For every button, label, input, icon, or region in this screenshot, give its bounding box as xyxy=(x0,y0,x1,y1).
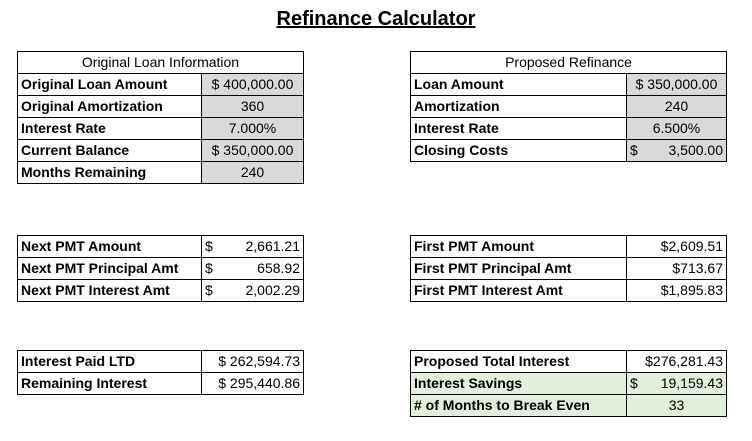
original-loan-amount-cell[interactable]: $ 400,000.00 xyxy=(202,74,304,96)
first-pmt-principal-label[interactable]: First PMT Principal Amt xyxy=(411,258,627,280)
current-balance-label[interactable]: Current Balance xyxy=(18,140,202,162)
proposed-summary-table xyxy=(410,350,727,417)
proposed-total-interest-cell[interactable]: $276,281.43 xyxy=(627,351,727,373)
proposed-loan-amount-cell[interactable]: $ 350,000.00 xyxy=(627,74,727,96)
original-amortization-label[interactable]: Original Amortization xyxy=(18,96,202,118)
next-pmt-interest-currency: $ xyxy=(205,282,213,298)
next-pmt-interest-label[interactable]: Next PMT Interest Amt xyxy=(18,280,202,302)
months-remaining-label[interactable]: Months Remaining xyxy=(18,162,202,184)
first-pmt-amount-label[interactable]: First PMT Amount xyxy=(411,236,627,258)
interest-savings-currency: $ xyxy=(630,375,638,391)
next-pmt-principal-value: 658.92 xyxy=(257,260,300,276)
interest-paid-ltd-label[interactable]: Interest Paid LTD xyxy=(18,351,202,373)
break-even-months-cell[interactable]: 33 xyxy=(627,395,727,417)
first-pmt-interest-label[interactable]: First PMT Interest Amt xyxy=(411,280,627,302)
proposed-interest-rate-label[interactable]: Interest Rate xyxy=(411,118,627,140)
next-pmt-principal-label[interactable]: Next PMT Principal Amt xyxy=(18,258,202,280)
first-pmt-principal-cell[interactable]: $713.67 xyxy=(627,258,727,280)
months-remaining-cell[interactable]: 240 xyxy=(202,162,304,184)
original-amortization-cell[interactable]: 360 xyxy=(202,96,304,118)
next-pmt-amount-label[interactable]: Next PMT Amount xyxy=(18,236,202,258)
remaining-interest-cell[interactable]: $ 295,440.86 xyxy=(202,373,304,395)
remaining-interest-label[interactable]: Remaining Interest xyxy=(18,373,202,395)
original-interest-rate-cell[interactable]: 7.000% xyxy=(202,118,304,140)
break-even-months-label[interactable]: # of Months to Break Even xyxy=(411,395,627,417)
interest-paid-ltd-cell[interactable]: $ 262,594.73 xyxy=(202,351,304,373)
current-balance-cell[interactable]: $ 350,000.00 xyxy=(202,140,304,162)
first-pmt-amount-cell[interactable]: $2,609.51 xyxy=(627,236,727,258)
interest-savings-cell[interactable] xyxy=(627,373,727,395)
closing-costs-currency: $ xyxy=(630,142,638,158)
proposed-loan-amount-label[interactable]: Loan Amount xyxy=(411,74,627,96)
page-title: Refinance Calculator xyxy=(276,8,476,30)
closing-costs-amount: 3,500.00 xyxy=(668,142,723,158)
next-pmt-amount-currency: $ xyxy=(205,238,213,254)
interest-savings-amount: 19,159.43 xyxy=(660,375,723,391)
first-pmt-interest-cell[interactable]: $1,895.83 xyxy=(627,280,727,302)
proposed-amortization-label[interactable]: Amortization xyxy=(411,96,627,118)
original-loan-header[interactable]: Original Loan Information xyxy=(18,52,304,74)
original-loan-amount-label[interactable]: Original Loan Amount xyxy=(18,74,202,96)
proposed-amortization-cell[interactable]: 240 xyxy=(627,96,727,118)
next-pmt-amount-value: 2,661.21 xyxy=(245,238,300,254)
proposed-total-interest-label[interactable]: Proposed Total Interest xyxy=(411,351,627,373)
original-loan-table xyxy=(17,51,304,184)
proposed-refinance-table xyxy=(410,51,727,162)
closing-costs-cell[interactable] xyxy=(627,140,727,162)
proposed-interest-rate-cell[interactable]: 6.500% xyxy=(627,118,727,140)
proposed-refinance-header[interactable]: Proposed Refinance xyxy=(411,52,727,74)
original-interest-rate-label[interactable]: Interest Rate xyxy=(18,118,202,140)
closing-costs-label[interactable]: Closing Costs xyxy=(411,140,627,162)
interest-savings-label[interactable]: Interest Savings xyxy=(411,373,627,395)
next-pmt-principal-cell[interactable] xyxy=(202,258,304,280)
first-pmt-table xyxy=(410,235,727,302)
interest-summary-table xyxy=(17,350,304,395)
next-pmt-table xyxy=(17,235,304,302)
next-pmt-interest-value: 2,002.29 xyxy=(245,282,300,298)
next-pmt-principal-currency: $ xyxy=(205,260,213,276)
next-pmt-interest-cell[interactable] xyxy=(202,280,304,302)
next-pmt-amount-cell[interactable] xyxy=(202,236,304,258)
